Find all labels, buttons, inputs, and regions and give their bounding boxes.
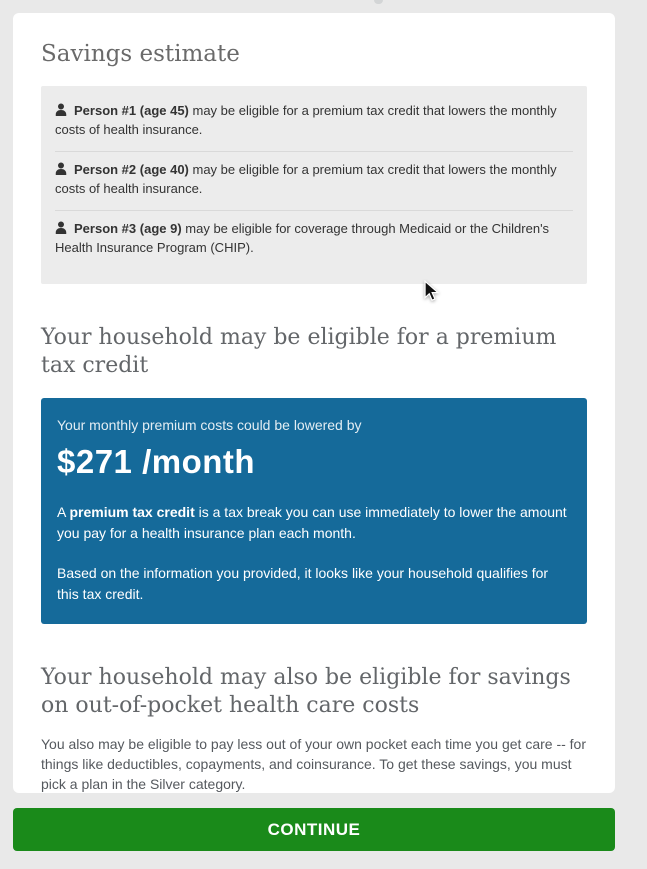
person-row	[55, 210, 573, 269]
top-edge-artifact	[374, 0, 383, 4]
person-label: Person #1 (age 45)	[74, 103, 189, 118]
person-icon	[55, 221, 67, 234]
explanation-prefix: A	[57, 504, 70, 520]
tax-credit-explanation	[57, 502, 571, 543]
person-row	[55, 102, 573, 151]
person-eligibility-text	[55, 220, 573, 257]
continue-button[interactable]: CONTINUE	[13, 808, 615, 851]
out-of-pocket-description: You also may be eligible to pay less out of your own pocket each time you get care -- for things like deductibles, copayments, and coinsurance. To get these savings, you must pick a plan in the Silver category.	[41, 736, 587, 792]
household-members-panel	[41, 86, 587, 284]
premium-tax-credit-heading: Your household may be eligible for a premium tax credit	[41, 325, 557, 378]
person-description: may be eligible for a premium tax credit that lowers the monthly costs of health insurance.	[55, 162, 557, 196]
person-description: may be eligible for coverage through Medicaid or the Children's Health Insurance Program (CHIP).	[55, 221, 550, 255]
person-row	[55, 151, 573, 210]
person-label: Person #2 (age 40)	[74, 162, 189, 177]
person-eligibility-text	[55, 102, 573, 139]
person-description: may be eligible for a premium tax credit that lowers the monthly costs of health insurance.	[55, 103, 557, 137]
out-of-pocket-heading: Your household may also be eligible for savings on out-of-pocket health care costs	[41, 665, 571, 718]
monthly-savings-amount: $271 /month	[57, 443, 256, 480]
person-label: Person #3 (age 9)	[74, 221, 182, 236]
callout-intro-text: Your monthly premium costs could be lowered by	[57, 417, 362, 433]
savings-estimate-card	[13, 13, 615, 793]
explanation-suffix: is a tax break you can use immediately to lower the amount you pay for a health insurance plan each month.	[57, 504, 567, 541]
person-icon	[55, 103, 67, 116]
person-icon	[55, 162, 67, 175]
person-eligibility-text	[55, 161, 573, 198]
page-title: Savings estimate	[41, 41, 240, 67]
explanation-bold-term: premium tax credit	[69, 504, 195, 520]
premium-tax-credit-callout	[41, 398, 587, 624]
qualification-statement: Based on the information you provided, it looks like your household qualifies for this tax credit.	[57, 565, 549, 602]
